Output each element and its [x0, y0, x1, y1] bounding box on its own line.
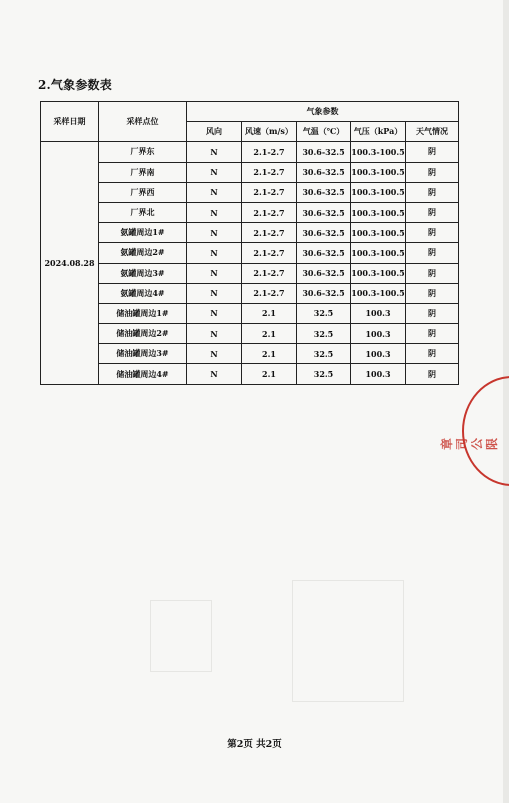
cell-weather: 阴: [406, 283, 459, 303]
table-row: [41, 324, 459, 344]
cell-sampling-site: 氨罐周边4#: [99, 283, 187, 303]
cell-wind-direction: N: [187, 142, 242, 162]
cell-wind-speed: 2.1-2.7: [242, 202, 297, 222]
table-row: [41, 223, 459, 243]
company-seal-text: 章 司公限: [440, 437, 499, 450]
cell-pressure: 100.3-100.5: [351, 142, 406, 162]
cell-sampling-site: 储油罐周边2#: [99, 324, 187, 344]
header-wind-speed: 风速（m/s）: [242, 122, 297, 142]
cell-wind-speed: 2.1: [242, 303, 297, 323]
cell-wind-direction: N: [187, 364, 242, 384]
cell-temperature: 30.6-32.5: [297, 223, 351, 243]
cell-pressure: 100.3-100.5: [351, 263, 406, 283]
cell-pressure: 100.3: [351, 364, 406, 384]
cell-wind-direction: N: [187, 283, 242, 303]
table-body: [41, 142, 459, 384]
cell-wind-speed: 2.1-2.7: [242, 223, 297, 243]
cell-weather: 阴: [406, 243, 459, 263]
cell-wind-speed: 2.1-2.7: [242, 243, 297, 263]
cell-wind-direction: N: [187, 182, 242, 202]
cell-sampling-site: 厂界北: [99, 202, 187, 222]
header-pressure: 气压（kPa）: [351, 122, 406, 142]
table-row: [41, 142, 459, 162]
cell-temperature: 32.5: [297, 364, 351, 384]
header-sampling-site: 采样点位: [99, 102, 187, 142]
table-row: [41, 162, 459, 182]
cell-temperature: 32.5: [297, 303, 351, 323]
cell-pressure: 100.3: [351, 344, 406, 364]
cell-sampling-site: 储油罐周边4#: [99, 364, 187, 384]
header-sampling-date: 采样日期: [41, 102, 99, 142]
cell-pressure: 100.3-100.5: [351, 202, 406, 222]
table-row: [41, 303, 459, 323]
cell-temperature: 30.6-32.5: [297, 283, 351, 303]
cell-temperature: 30.6-32.5: [297, 162, 351, 182]
cell-pressure: 100.3-100.5: [351, 283, 406, 303]
cell-wind-direction: N: [187, 243, 242, 263]
cell-wind-direction: N: [187, 324, 242, 344]
cell-wind-speed: 2.1-2.7: [242, 142, 297, 162]
cell-weather: 阴: [406, 223, 459, 243]
bleed-through-mark: [150, 600, 212, 672]
cell-weather: 阴: [406, 344, 459, 364]
cell-temperature: 32.5: [297, 344, 351, 364]
cell-weather: 阴: [406, 142, 459, 162]
cell-wind-direction: N: [187, 344, 242, 364]
cell-pressure: 100.3-100.5: [351, 182, 406, 202]
cell-weather: 阴: [406, 263, 459, 283]
cell-pressure: 100.3-100.5: [351, 162, 406, 182]
cell-sampling-site: 储油罐周边3#: [99, 344, 187, 364]
cell-sampling-date: 2024.08.28: [41, 142, 99, 384]
cell-sampling-site: 厂界东: [99, 142, 187, 162]
cell-wind-speed: 2.1: [242, 324, 297, 344]
cell-wind-speed: 2.1-2.7: [242, 263, 297, 283]
section-title: 2.气象参数表: [38, 78, 112, 92]
cell-pressure: 100.3-100.5: [351, 223, 406, 243]
table-row: [41, 283, 459, 303]
cell-wind-speed: 2.1-2.7: [242, 162, 297, 182]
page-footer: 第2页 共2页: [227, 739, 282, 750]
cell-temperature: 30.6-32.5: [297, 243, 351, 263]
cell-wind-speed: 2.1: [242, 364, 297, 384]
cell-temperature: 30.6-32.5: [297, 263, 351, 283]
cell-sampling-site: 储油罐周边1#: [99, 303, 187, 323]
cell-wind-speed: 2.1-2.7: [242, 283, 297, 303]
cell-sampling-site: 氨罐周边1#: [99, 223, 187, 243]
table-row: [41, 243, 459, 263]
table-row: [41, 344, 459, 364]
cell-sampling-site: 厂界西: [99, 182, 187, 202]
cell-weather: 阴: [406, 182, 459, 202]
cell-temperature: 30.6-32.5: [297, 182, 351, 202]
cell-weather: 阴: [406, 303, 459, 323]
weather-parameter-table: [40, 101, 459, 385]
cell-wind-speed: 2.1-2.7: [242, 182, 297, 202]
table-row: [41, 364, 459, 384]
header-wind-direction: 风向: [187, 122, 242, 142]
cell-wind-direction: N: [187, 202, 242, 222]
table-row: [41, 263, 459, 283]
bleed-through-mark: [292, 580, 404, 702]
cell-pressure: 100.3: [351, 303, 406, 323]
cell-wind-direction: N: [187, 223, 242, 243]
cell-pressure: 100.3-100.5: [351, 243, 406, 263]
cell-pressure: 100.3: [351, 324, 406, 344]
cell-weather: 阴: [406, 162, 459, 182]
cell-wind-speed: 2.1: [242, 344, 297, 364]
cell-wind-direction: N: [187, 162, 242, 182]
table-row: [41, 182, 459, 202]
cell-temperature: 30.6-32.5: [297, 202, 351, 222]
cell-temperature: 32.5: [297, 324, 351, 344]
cell-weather: 阴: [406, 202, 459, 222]
cell-wind-direction: N: [187, 263, 242, 283]
cell-sampling-site: 氨罐周边2#: [99, 243, 187, 263]
header-weather-condition: 天气情况: [406, 122, 459, 142]
cell-weather: 阴: [406, 324, 459, 344]
cell-sampling-site: 氨罐周边3#: [99, 263, 187, 283]
table-row: [41, 202, 459, 222]
header-weather-parameters: 气象参数: [187, 102, 459, 122]
header-temperature: 气温（℃）: [297, 122, 351, 142]
cell-weather: 阴: [406, 364, 459, 384]
cell-wind-direction: N: [187, 303, 242, 323]
cell-temperature: 30.6-32.5: [297, 142, 351, 162]
cell-sampling-site: 厂界南: [99, 162, 187, 182]
